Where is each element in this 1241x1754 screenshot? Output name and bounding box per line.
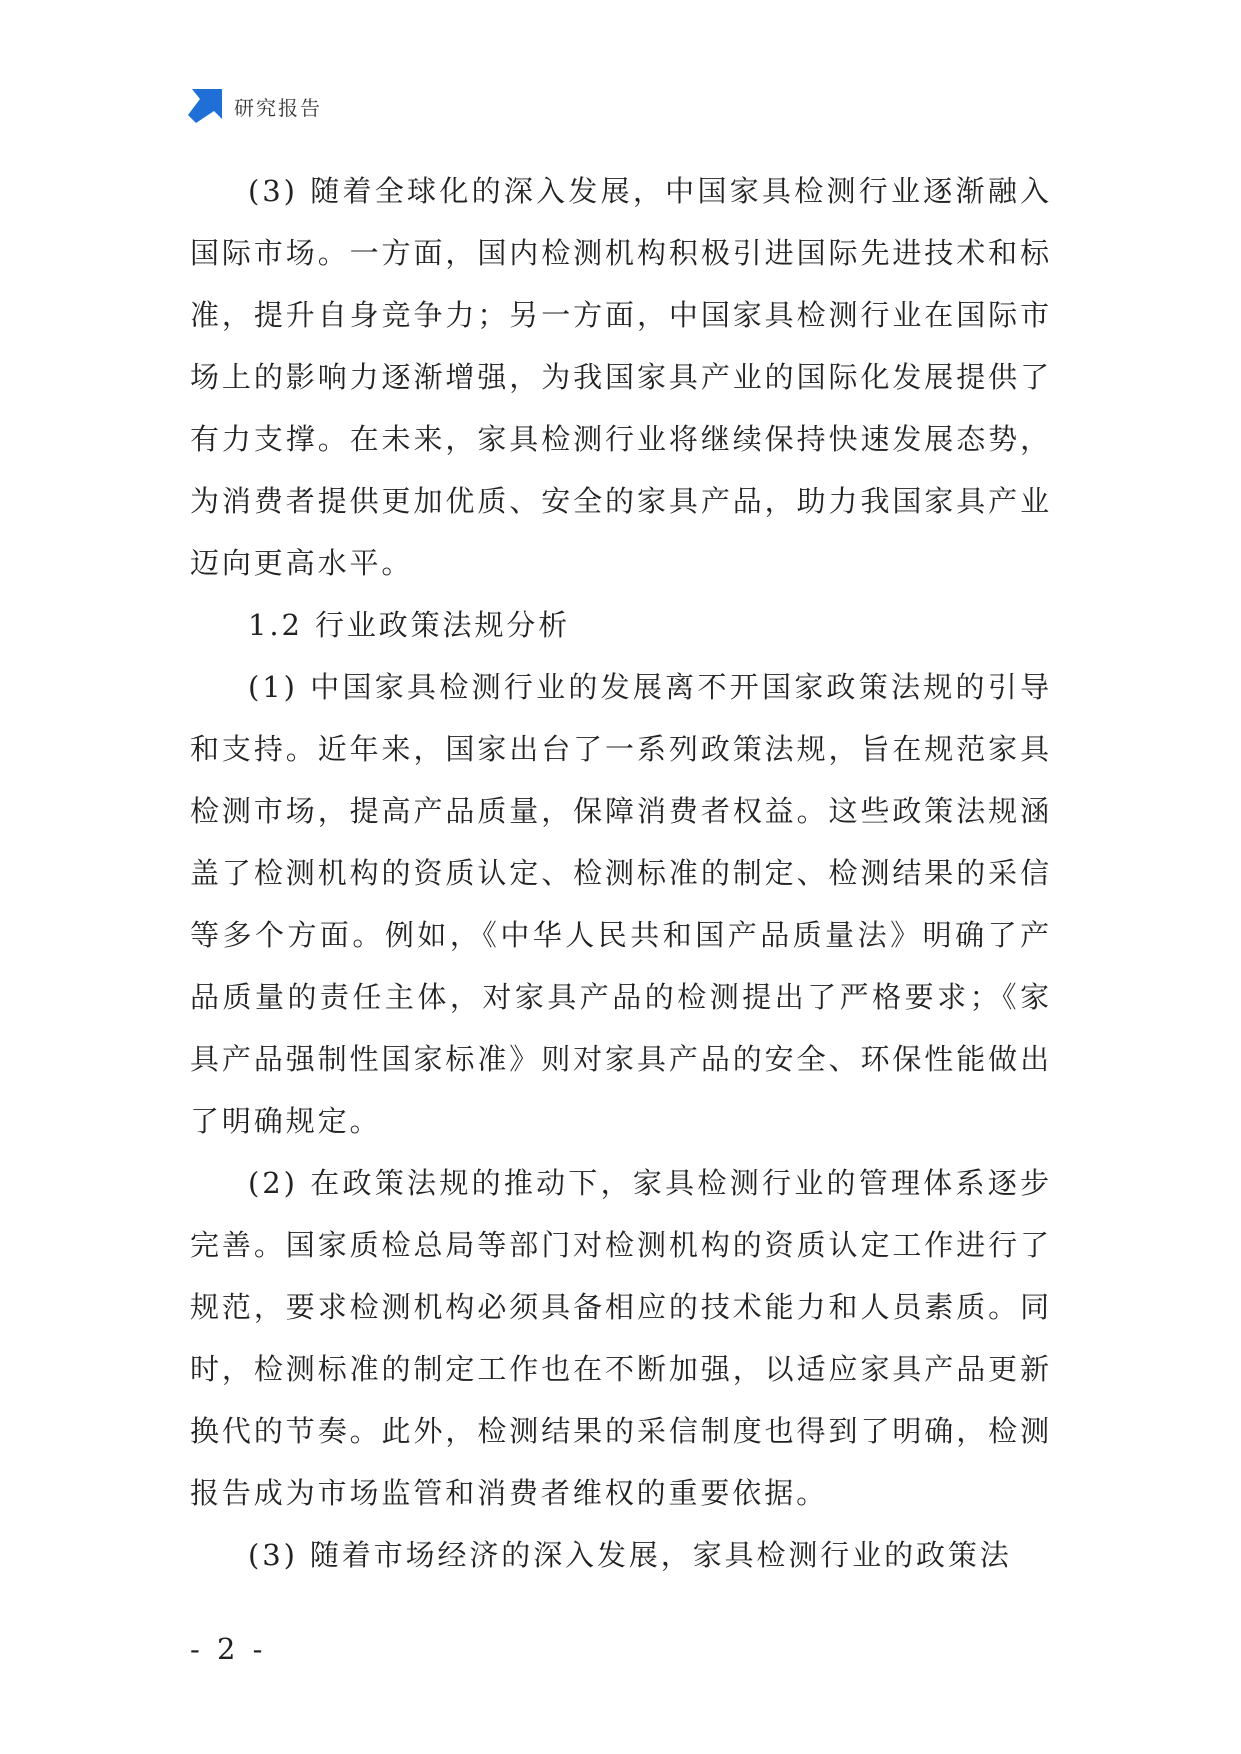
paragraph-globalization: (3) 随着全球化的深入发展，中国家具检测行业逐渐融入国际市场。一方面，国内检测机构积极引进国际先进技术和标准，提升自身竞争力；另一方面，中国家具检测行业在国际市场上的影响力逐渐增强，为我国家具产业的国际化发展提供了有力支撑。在未来，家具检测行业将继续保持快速发展态势，为消费者提供更加优质、安全的家具产品，助力我国家具产业迈向更高水平。 — [190, 174, 1052, 580]
paragraph-policy-guidance: (1) 中国家具检测行业的发展离不开国家政策法规的引导和支持。近年来，国家出台了一系列政策法规，旨在规范家具检测市场，提高产品质量，保障消费者权益。这些政策法规涵盖了检测机构的资质认定、检测标准的制定、检测结果的采信等多个方面。例如，《中华人民共和国产品质量法》明确了产品质量的责任主体，对家具产品的检测提出了严格要求；《家具产品强制性国家标准》则对家具产品的安全、环保性能做出了明确规定。 — [190, 670, 1052, 1138]
arrow-up-right-icon — [188, 89, 222, 123]
paragraph-market-economy: (3) 随着市场经济的深入发展，家具检测行业的政策法 — [248, 1538, 1012, 1572]
paragraph-management-system: (2) 在政策法规的推动下，家具检测行业的管理体系逐步完善。国家质检总局等部门对检测机构的资质认定工作进行了规范，要求检测机构必须具备相应的技术能力和人员素质。同时，检测标准的制定工作也在不断加强，以适应家具产品更新换代的节奏。此外，检测结果的采信制度也得到了明确，检测报告成为市场监管和消费者维权的重要依据。 — [190, 1166, 1052, 1510]
document-body — [190, 160, 1052, 1586]
header-title: 研究报告 — [234, 95, 322, 120]
section-heading: 1.2 行业政策法规分析 — [248, 608, 571, 642]
page-number: - 2 - — [190, 1632, 267, 1666]
page-header — [188, 88, 322, 124]
